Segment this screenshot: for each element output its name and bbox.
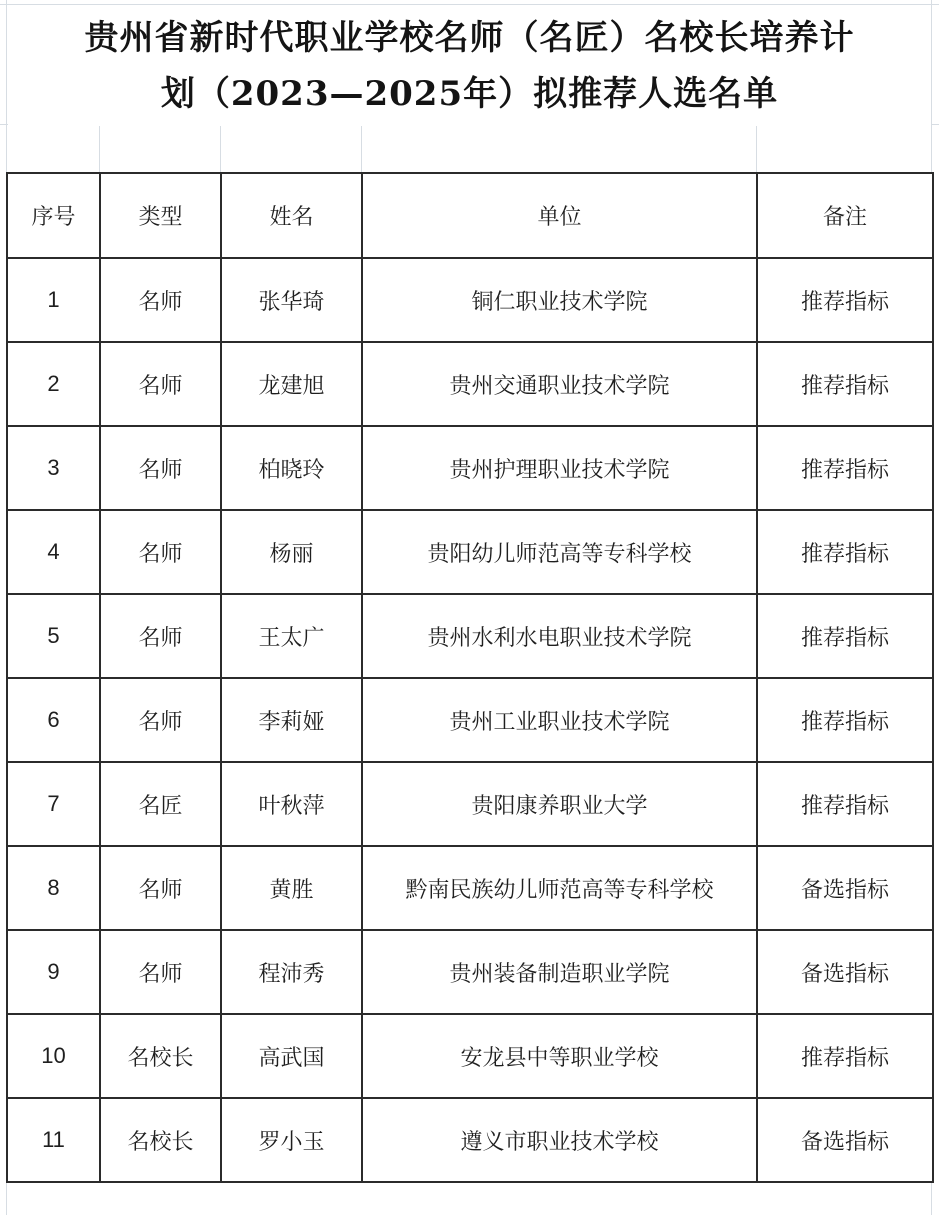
table-row <box>7 762 933 846</box>
cell-unit: 贵州水利水电职业技术学院 <box>362 594 757 678</box>
cell-type: 名师 <box>100 510 221 594</box>
cell-index: 3 <box>7 426 100 510</box>
cell-name: 程沛秀 <box>221 930 362 1014</box>
grid-line <box>756 124 757 172</box>
grid-line <box>361 124 362 172</box>
cell-type: 名师 <box>100 342 221 426</box>
table-row <box>7 846 933 930</box>
cell-unit: 贵州交通职业技术学院 <box>362 342 757 426</box>
table-row <box>7 342 933 426</box>
grid-line <box>0 4 939 5</box>
column-header-index: 序号 <box>7 173 100 258</box>
cell-index: 2 <box>7 342 100 426</box>
cell-remark: 推荐指标 <box>757 594 933 678</box>
cell-remark: 备选指标 <box>757 930 933 1014</box>
table-row <box>7 678 933 762</box>
cell-index: 1 <box>7 258 100 342</box>
cell-remark: 推荐指标 <box>757 762 933 846</box>
cell-index: 10 <box>7 1014 100 1098</box>
cell-unit: 贵阳幼儿师范高等专科学校 <box>362 510 757 594</box>
column-header-unit: 单位 <box>362 173 757 258</box>
cell-index: 9 <box>7 930 100 1014</box>
table-row <box>7 258 933 342</box>
cell-index: 4 <box>7 510 100 594</box>
cell-name: 李莉娅 <box>221 678 362 762</box>
cell-name: 柏晓玲 <box>221 426 362 510</box>
cell-remark: 推荐指标 <box>757 678 933 762</box>
cell-type: 名师 <box>100 930 221 1014</box>
cell-unit: 贵州工业职业技术学院 <box>362 678 757 762</box>
cell-index: 8 <box>7 846 100 930</box>
table-row <box>7 1098 933 1182</box>
cell-remark: 备选指标 <box>757 1098 933 1182</box>
cell-name: 叶秋萍 <box>221 762 362 846</box>
table-row <box>7 594 933 678</box>
cell-index: 5 <box>7 594 100 678</box>
cell-name: 罗小玉 <box>221 1098 362 1182</box>
cell-type: 名校长 <box>100 1014 221 1098</box>
cell-remark: 推荐指标 <box>757 426 933 510</box>
table-row <box>7 510 933 594</box>
grid-line <box>220 124 221 172</box>
column-header-remark: 备注 <box>757 173 933 258</box>
cell-name: 龙建旭 <box>221 342 362 426</box>
cell-type: 名师 <box>100 258 221 342</box>
cell-name: 高武国 <box>221 1014 362 1098</box>
cell-remark: 备选指标 <box>757 846 933 930</box>
cell-type: 名校长 <box>100 1098 221 1182</box>
cell-unit: 贵阳康养职业大学 <box>362 762 757 846</box>
cell-unit: 铜仁职业技术学院 <box>362 258 757 342</box>
cell-remark: 推荐指标 <box>757 510 933 594</box>
cell-type: 名师 <box>100 426 221 510</box>
document-title <box>8 6 931 126</box>
cell-remark: 推荐指标 <box>757 1014 933 1098</box>
cell-unit: 贵州装备制造职业学院 <box>362 930 757 1014</box>
cell-type: 名匠 <box>100 762 221 846</box>
cell-index: 11 <box>7 1098 100 1182</box>
cell-name: 张华琦 <box>221 258 362 342</box>
cell-unit: 遵义市职业技术学校 <box>362 1098 757 1182</box>
cell-unit: 安龙县中等职业学校 <box>362 1014 757 1098</box>
cell-remark: 推荐指标 <box>757 342 933 426</box>
table-row <box>7 426 933 510</box>
column-header-type: 类型 <box>100 173 221 258</box>
table-row <box>7 930 933 1014</box>
cell-type: 名师 <box>100 594 221 678</box>
cell-type: 名师 <box>100 846 221 930</box>
candidate-table <box>6 172 934 1183</box>
cell-remark: 推荐指标 <box>757 258 933 342</box>
cell-unit: 贵州护理职业技术学院 <box>362 426 757 510</box>
table-header-row <box>7 173 933 258</box>
cell-index: 7 <box>7 762 100 846</box>
cell-name: 杨丽 <box>221 510 362 594</box>
title-line-2: 划（2023—2025年）拟推荐人选名单 <box>160 74 779 114</box>
cell-type: 名师 <box>100 678 221 762</box>
title-line-1: 贵州省新时代职业学校名师（名匠）名校长培养计 <box>84 18 855 58</box>
cell-unit: 黔南民族幼儿师范高等专科学校 <box>362 846 757 930</box>
cell-name: 王太广 <box>221 594 362 678</box>
column-header-name: 姓名 <box>221 173 362 258</box>
table-row <box>7 1014 933 1098</box>
cell-index: 6 <box>7 678 100 762</box>
cell-name: 黄胜 <box>221 846 362 930</box>
